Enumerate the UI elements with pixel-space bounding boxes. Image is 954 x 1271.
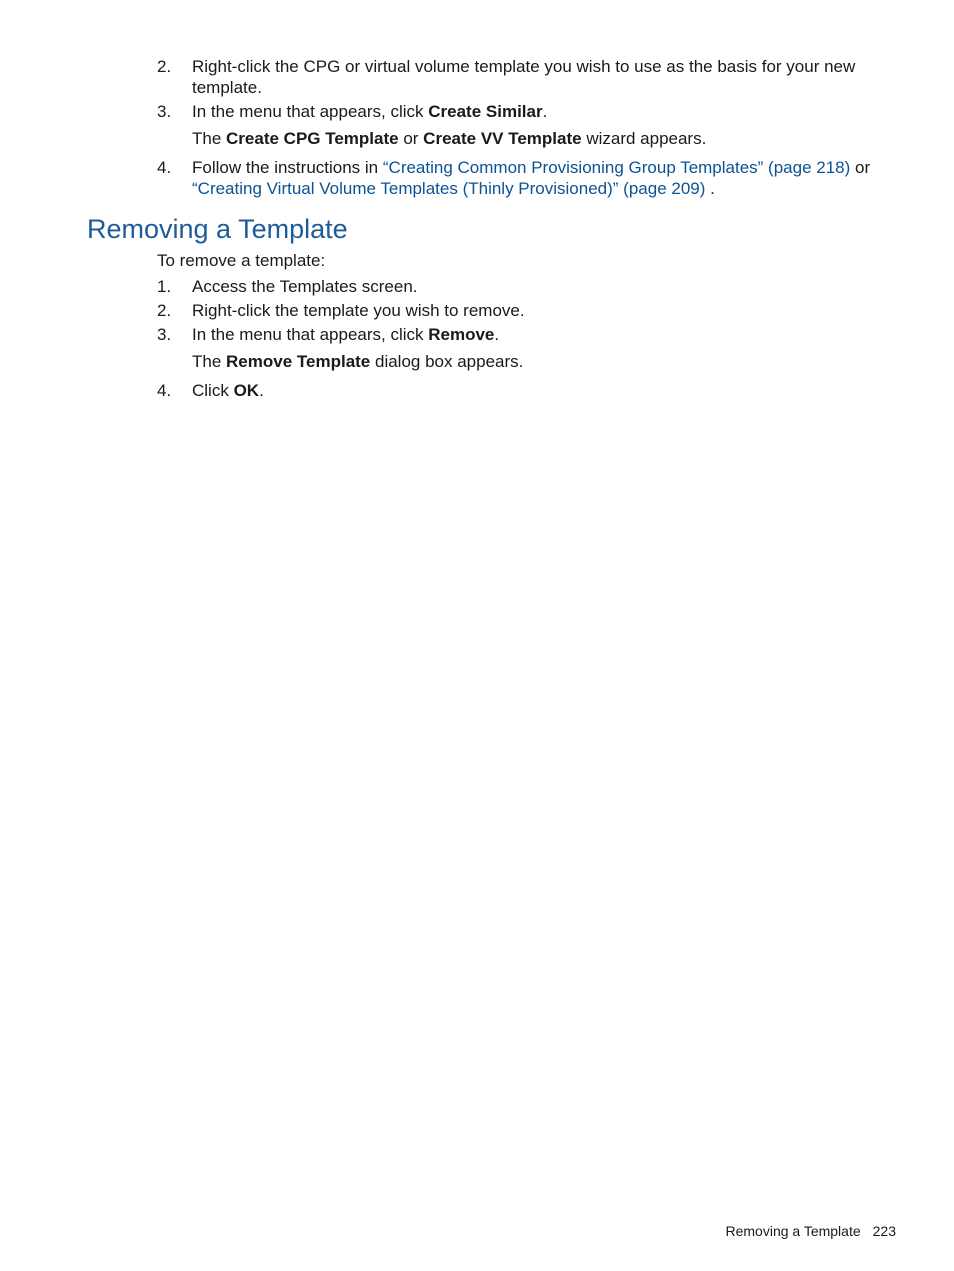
step-3-top: 3. In the menu that appears, click Create Similar. — [157, 102, 548, 121]
page-number: 223 — [872, 1223, 896, 1239]
ui-term-remove: Remove — [428, 325, 495, 344]
step-number: 4. — [157, 381, 172, 400]
link-vv-templates[interactable]: “Creating Virtual Volume Templates (Thinly Provisioned)” (page 209) — [192, 179, 706, 198]
step-3-result: The Create CPG Template or Create VV Template wizard appears. — [192, 129, 707, 148]
footer-title: Removing a Template — [725, 1223, 861, 1239]
step-2-top — [0, 56, 954, 98]
step-text: In the menu that appears, click — [192, 102, 429, 121]
remove-step-1 — [0, 276, 954, 297]
ui-term-create-cpg-template: Create CPG Template — [226, 129, 399, 148]
step-number: 3. — [157, 325, 172, 344]
remove-step-2 — [0, 300, 954, 321]
remove-step-3-result: The Remove Template dialog box appears. — [192, 352, 524, 371]
page-footer — [725, 1222, 896, 1240]
step-number: 2. — [157, 301, 172, 320]
ui-term-create-vv-template: Create VV Template — [423, 129, 582, 148]
step-number: 1. — [157, 277, 172, 296]
step-number: 3. — [157, 102, 172, 121]
ui-term-ok: OK — [233, 381, 260, 400]
step-text-line2: template. — [192, 78, 262, 97]
step-text: Right-click the template you wish to remove. — [192, 301, 525, 320]
step-text: Click — [192, 381, 234, 400]
step-number: 4. — [157, 158, 172, 177]
remove-step-4: 4. Click OK. — [157, 381, 264, 400]
link-cpg-templates[interactable]: “Creating Common Provisioning Group Templates” (page 218) — [382, 158, 851, 177]
remove-step-3: 3. In the menu that appears, click Remove. — [157, 325, 500, 344]
section-intro: To remove a template: — [157, 251, 326, 270]
step-4-top: 4. Follow the instructions in “Creating Common Provisioning Group Templates” (page 218) or “Creating Virtual Volume Templates (Thinly Provisioned)” (page 209) . — [157, 158, 871, 198]
step-text-line1: Right-click the CPG or virtual volume template you wish to use as the basis for your new — [192, 57, 856, 76]
step-text: Access the Templates screen. — [192, 277, 418, 296]
section-heading: Removing a Template — [87, 214, 348, 244]
ui-term-create-similar: Create Similar — [428, 102, 543, 121]
ui-term-remove-template: Remove Template — [226, 352, 371, 371]
step-number: 2. — [157, 57, 172, 76]
step-text: In the menu that appears, click — [192, 325, 429, 344]
